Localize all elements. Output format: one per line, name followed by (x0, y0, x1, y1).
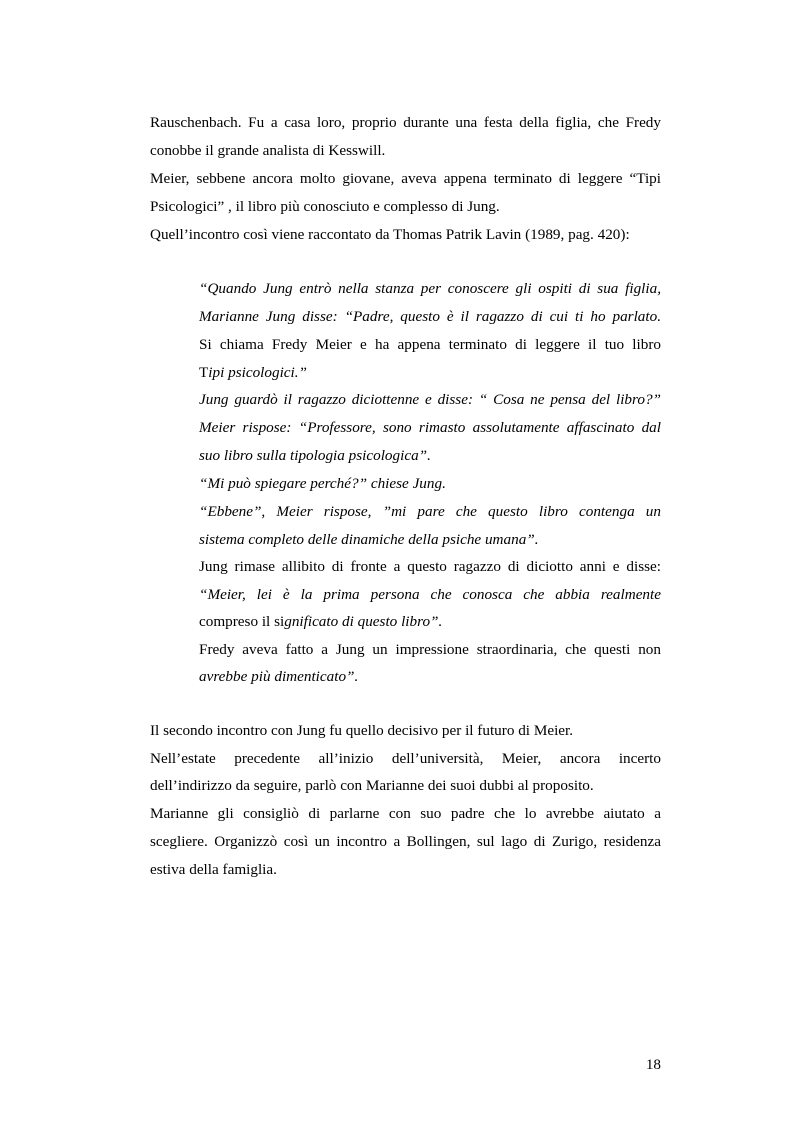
outro-line: estiva della famiglia. (150, 861, 277, 878)
quote-line (199, 363, 661, 383)
quote-line: Jung rimase allibito di fronte a questo ragazzo di diciotto anni e disse: (199, 558, 661, 575)
intro-line: Meier, sebbene ancora molto giovane, aveva appena terminato di leggere “Tipi (150, 170, 661, 187)
intro-line: conobbe il grande analista di Kesswill. (150, 142, 386, 159)
quote-line: suo libro sulla tipologia psicologica”. (199, 447, 431, 464)
quote-line: Meier rispose: “Professore, sono rimasto assolutamente affascinato dal (199, 419, 661, 436)
quote-text: compreso il si (199, 613, 285, 630)
quote-line: Marianne Jung disse: “Padre, questo è il ragazzo di cui ti ho parlato. (199, 308, 661, 325)
quote-line: Jung guardò il ragazzo diciottenne e disse: “ Cosa ne pensa del libro?” (199, 391, 661, 408)
outro-line: Marianne gli consigliò di parlarne con suo padre che lo avrebbe aiutato a (150, 805, 661, 822)
quote-line: “Meier, lei è la prima persona che conosca che abbia realmente (199, 586, 661, 603)
quote-text: T (199, 364, 209, 381)
intro-line: Psicologici” , il libro più conosciuto e complesso di Jung. (150, 198, 500, 215)
outro-line: Il secondo incontro con Jung fu quello decisivo per il futuro di Meier. (150, 722, 574, 739)
quote-text: ipi psicologici.” (208, 364, 307, 381)
quote-line: Si chiama Fredy Meier e ha appena terminato di leggere il tuo libro (199, 336, 661, 353)
quote-line: sistema completo delle dinamiche della psiche umana”. (199, 531, 539, 548)
intro-line: Rauschenbach. Fu a casa loro, proprio durante una festa della figlia, che Fredy (150, 114, 661, 131)
quote-line: Fredy aveva fatto a Jung un impressione straordinaria, che questi non (199, 641, 661, 658)
quote-text: gnificato di questo libro”. (284, 613, 443, 630)
outro-line: Nell’estate precedente all’inizio dell’università, Meier, ancora incerto (150, 750, 661, 767)
outro-line: dell’indirizzo da seguire, parlò con Marianne dei suoi dubbi al proposito. (150, 777, 594, 794)
intro-line: Quell’incontro così viene raccontato da Thomas Patrik Lavin (1989, pag. 420): (150, 226, 630, 243)
quote-line (199, 612, 661, 632)
quote-line: “Mi può spiegare perché?” chiese Jung. (199, 475, 446, 492)
outro-line: scegliere. Organizzò così un incontro a Bollingen, sul lago di Zurigo, residenza (150, 833, 661, 850)
quote-line: avrebbe più dimenticato”. (199, 668, 359, 685)
quote-line: “Ebbene”, Meier rispose, ”mi pare che questo libro contenga un (199, 503, 661, 520)
quote-line: “Quando Jung entrò nella stanza per conoscere gli ospiti di sua figlia, (199, 280, 661, 297)
page-number: 18 (645, 1056, 661, 1073)
